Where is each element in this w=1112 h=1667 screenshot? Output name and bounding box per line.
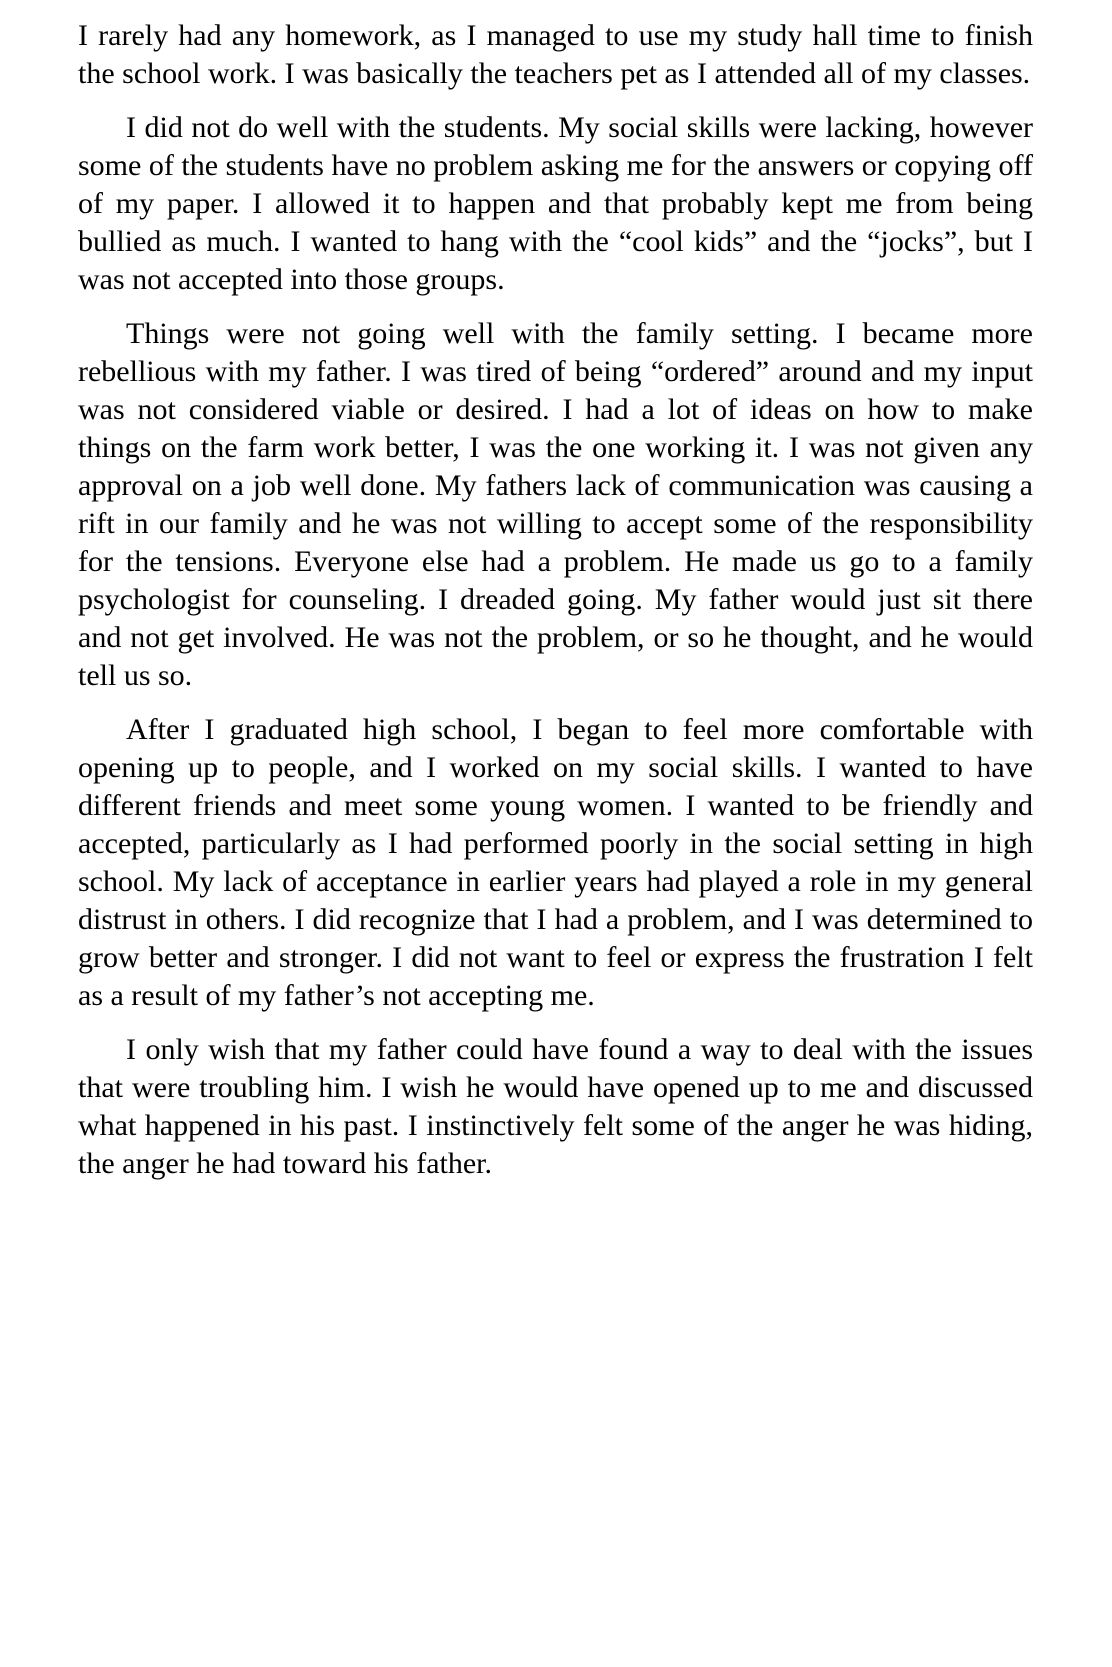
paragraph-homework: I rarely had any homework, as I managed to use my study hall time to finish the school work. I was basically the teachers pet as I attended all of my classes. [78,19,1033,90]
text-column [78,17,1033,1183]
paragraph-family-setting: Things were not going well with the family setting. I became more rebellious with my father. I was tired of being “ordered” around and my input was not considered viable or desired. I had a lot of ideas on how to make things on the farm work better, I was the one working it. I was not given any approval on a job well done. My fathers lack of communication was causing a rift in our family and he was not willing to accept some of the responsibility for the tensions. Everyone else had a problem. He made us go to a family psychologist for counseling. I dreaded going. My father would just sit there and not get involved. He was not the problem, or so he thought, and he would tell us so. [78,317,1033,692]
paragraph-after-high-school: After I graduated high school, I began to feel more comfortable with opening up to people, and I worked on my social skills. I wanted to have different friends and meet some young women. I wanted to be friendly and accepted, particularly as I had performed poorly in the social setting in high school. My lack of acceptance in earlier years had played a role in my general distrust in others. I did recognize that I had a problem, and I was determined to grow better and stronger. I did not want to feel or express the frustration I felt as a result of my father’s not accepting me. [78,713,1033,1012]
paragraph-only-wish: I only wish that my father could have found a way to deal with the issues that were troubling him. I wish he would have opened up to me and discussed what happened in his past. I instinctively felt some of the anger he was hiding, the anger he had toward his father. [78,1033,1033,1180]
paragraph-students: I did not do well with the students. My social skills were lacking, however some of the students have no problem asking me for the answers or copying off of my paper. I allowed it to happen and that probably kept me from being bullied as much. I wanted to hang with the “cool kids” and the “jocks”, but I was not accepted into those groups. [78,111,1033,296]
